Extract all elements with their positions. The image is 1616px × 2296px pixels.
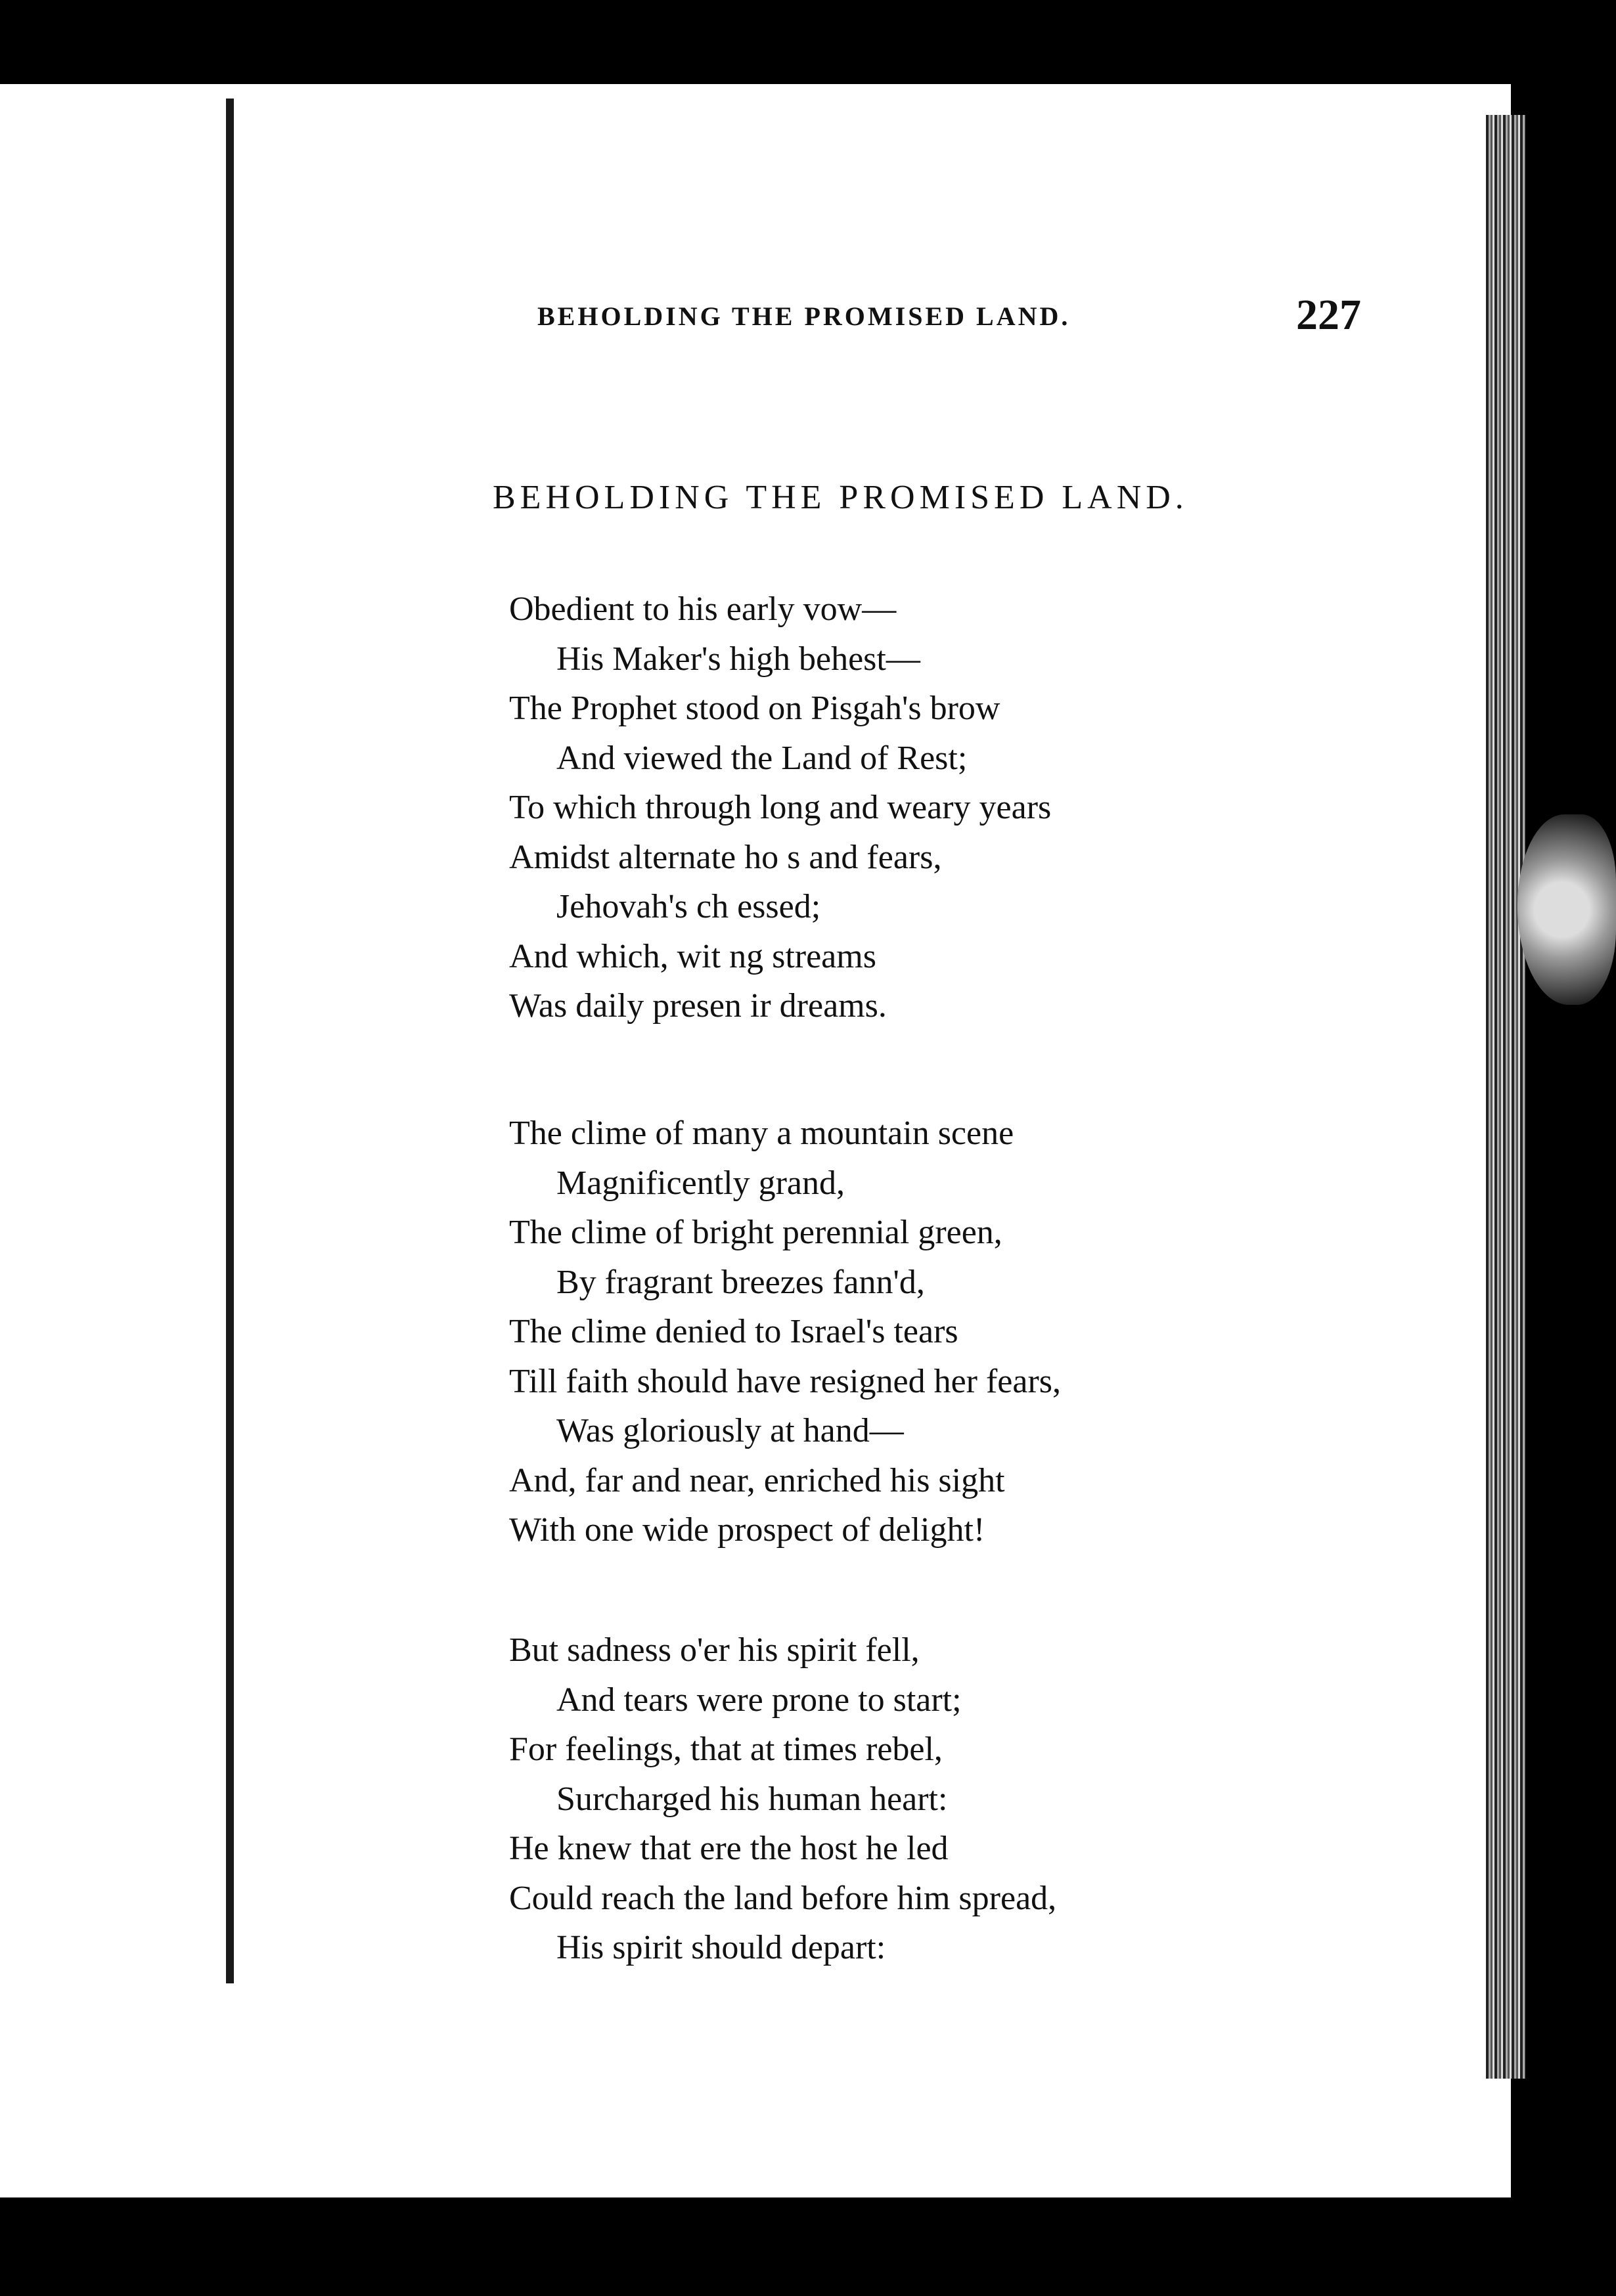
poem-line: Amidst alternate ho s and fears, bbox=[509, 838, 942, 876]
poem-line: The clime of many a mountain scene bbox=[509, 1115, 1014, 1152]
poem-line: Till faith should have resigned her fears, bbox=[509, 1362, 1061, 1400]
poem-line: Was daily presen ir dreams. bbox=[509, 987, 887, 1025]
poem-line: His spirit should depart: bbox=[556, 1929, 886, 1966]
poem-line: Obedient to his early vow— bbox=[509, 590, 897, 628]
poem-line: The Prophet stood on Pisgah's brow bbox=[509, 690, 1000, 727]
poem-title: BEHOLDING THE PROMISED LAND. bbox=[493, 479, 1188, 516]
stanza-2 bbox=[509, 1109, 1330, 1555]
poem-line: The clime of bright perennial green, bbox=[509, 1214, 1002, 1251]
poem-line: For feelings, that at times rebel, bbox=[509, 1731, 943, 1768]
poem-line: And which, wit ng streams bbox=[509, 937, 876, 975]
poem-line: The clime denied to Israel's tears bbox=[509, 1313, 958, 1350]
poem-line: His Maker's high behest— bbox=[556, 640, 920, 678]
poem-line: But sadness o'er his spirit fell, bbox=[509, 1631, 920, 1669]
fore-edge bbox=[1486, 115, 1525, 2079]
poem-line: Surcharged his human heart: bbox=[556, 1780, 948, 1818]
ink-blot bbox=[1517, 814, 1616, 1005]
poem-line: And viewed the Land of Rest; bbox=[556, 739, 968, 777]
poem-line: And tears were prone to start; bbox=[556, 1681, 962, 1719]
poem-line: With one wide prospect of delight! bbox=[509, 1511, 985, 1549]
running-head: BEHOLDING THE PROMISED LAND. bbox=[537, 301, 1071, 331]
poem-line: By fragrant breezes fann'd, bbox=[556, 1263, 925, 1301]
poem-line: Was gloriously at hand— bbox=[556, 1412, 904, 1449]
poem-line: He knew that ere the host he led bbox=[509, 1830, 949, 1867]
left-leaf-edge bbox=[226, 99, 234, 1983]
stanza-1 bbox=[509, 585, 1330, 1031]
poem-line: Jehovah's ch essed; bbox=[556, 888, 821, 925]
page-number: 227 bbox=[1296, 291, 1361, 339]
poem-line: Magnificently grand, bbox=[556, 1164, 845, 1202]
poem-line: To which through long and weary years bbox=[509, 789, 1052, 826]
poem-line: And, far and near, enriched his sight bbox=[509, 1461, 1005, 1499]
stanza-3 bbox=[509, 1625, 1330, 1973]
poem-line: Could reach the land before him spread, bbox=[509, 1879, 1057, 1917]
